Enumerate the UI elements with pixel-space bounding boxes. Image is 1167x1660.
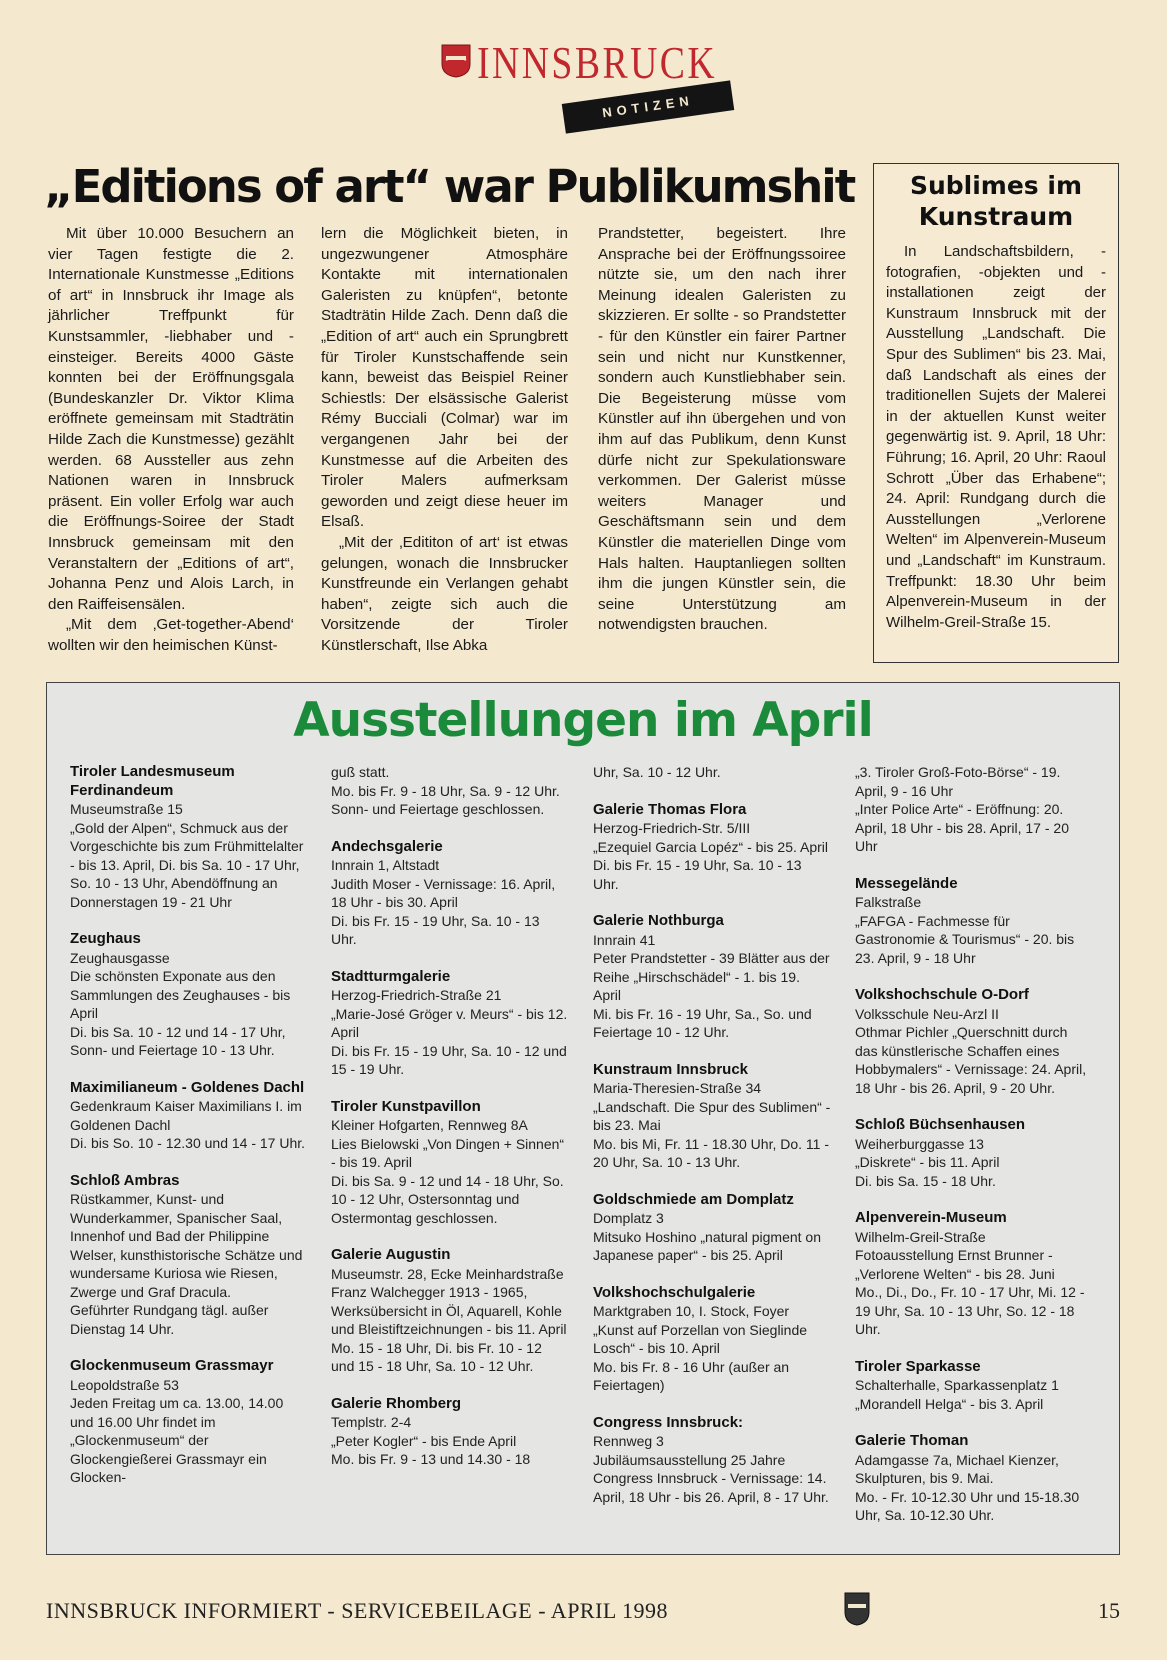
exhibition-detail: Di. bis Fr. 15 - 19 Uhr, Sa. 10 - 13 Uhr. [331, 912, 540, 947]
sidebar-title: Sublimes im Kunstraum [909, 171, 1083, 231]
exhibition-detail: Mi. bis Fr. 16 - 19 Uhr, Sa., So. und Feiertage 10 - 12 Uhr. [593, 1005, 812, 1040]
exhibition-venue: Zeughaus [70, 930, 141, 947]
exhibition-detail: Kleiner Hofgarten, Rennweg 8A [331, 1117, 528, 1133]
exhibition-detail: Museumstraße 15 [70, 801, 183, 817]
exhibitions-column-4 [855, 763, 1093, 1544]
exhibition-venue: Schloß Büchsenhausen [855, 1116, 1026, 1133]
exhibition-detail: Mitsuko Hoshino „natural pigment on Japanese paper“ - bis 25. April [593, 1228, 822, 1263]
exhibition-venue: Alpenverein-Museum [855, 1209, 1007, 1226]
exhibition-entry [70, 930, 308, 1060]
exhibition-entry [331, 1395, 569, 1469]
exhibition-detail: Zeughausgasse [70, 949, 170, 966]
exhibition-detail: Jeden Freitag um ca. 13.00, 14.00 und 16.00 Uhr findet im „Glockenmuseum“ der Glockengießerei Grassmayr ein Glocken- [70, 1395, 284, 1485]
exhibition-detail: Volksschule Neu-Arzl II [855, 1005, 999, 1022]
exhibition-venue: Galerie Nothburga [593, 912, 724, 929]
exhibition-detail: Mo. bis Fr. 9 - 13 und 14.30 - 18 [331, 1451, 531, 1467]
exhibition-venue: Volkshochschule O-Dorf [855, 986, 1029, 1003]
exhibition-detail: Di. bis Sa. 9 - 12 und 14 - 18 Uhr, So. 10 - 12 Uhr, Ostersonntag und Ostermontag geschlossen. [331, 1172, 564, 1226]
exhibition-entry [593, 1284, 831, 1395]
masthead [437, 36, 737, 128]
exhibition-entry [331, 1246, 569, 1376]
sidebar-text: In Landschaftsbildern, -fotografien, -objekten und -installationen zeigt der Kunstraum Innsbruck mit der Ausstellung „Landschaft. Die Spur des Sublimen“ bis 23. Mai, daß Landschaft als eines der traditionellen Sujets der Malerei in der aktuellen Kunst weiter gegenwärtig ist. 9. April, 18 Uhr: Führung; 16. April, 20 Uhr: Raoul Schrott „Über das Erhabene“; 24. April: Rundgang durch die Ausstellungen „Verlorene Welten“ im Alpenverein-Museum und „Landschaft“ im Kunstraum. Treffpunkt: 18.30 Uhr beim Alpenverein-Museum in der Wilhelm-Greil-Straße 15. [886, 243, 1106, 631]
exhibition-entry [855, 986, 1093, 1097]
exhibition-entry [855, 1358, 1093, 1414]
exhibition-detail: Geführter Rundgang tägl. außer Dienstag 14 Uhr. [70, 1302, 269, 1337]
exhibition-detail: Fotoausstellung Ernst Brunner - „Verlorene Welten“ - bis 28. Juni [855, 1247, 1055, 1282]
exhibition-entry [70, 1357, 308, 1487]
exhibition-venue: Volkshochschulgalerie [593, 1283, 756, 1301]
exhibition-detail: Mo. bis Mi, Fr. 11 - 18.30 Uhr, Do. 11 - 20 Uhr, Sa. 10 - 13 Uhr. [593, 1135, 830, 1170]
exhibition-entry [331, 763, 569, 819]
exhibition-entry [593, 801, 831, 894]
exhibition-detail: „FAFGA - Fachmesse für Gastronomie & Tourismus“ - 20. bis 23. April, 9 - 18 Uhr [855, 912, 1075, 966]
exhibition-detail: Mo. bis Fr. 8 - 16 Uhr (außer an Feiertagen) [593, 1358, 790, 1393]
exhibition-detail: Marktgraben 10, I. Stock, Foyer [593, 1303, 790, 1319]
exhibition-detail: Domplatz 3 [593, 1210, 664, 1226]
exhibition-detail: Herzog-Friedrich-Str. 5/III [593, 820, 751, 836]
exhibition-detail: guß statt. [331, 764, 390, 780]
exhibition-entry [331, 968, 569, 1079]
exhibition-detail: Innrain 41 [593, 931, 656, 948]
exhibition-entry [593, 1414, 831, 1507]
exhibitions-title: Ausstellungen im April [293, 693, 873, 748]
exhibition-detail: Franz Walchegger 1913 - 1965, Werksübersicht in Öl, Aquarell, Kohle und Bleistiftzeichnungen - bis 11. April [331, 1284, 567, 1337]
exhibition-venue: Tiroler Sparkasse [855, 1357, 981, 1375]
exhibition-detail: „Morandell Helga“ - bis 3. April [855, 1395, 1044, 1412]
exhibition-detail: „Diskrete“ - bis 11. April [855, 1154, 1000, 1170]
exhibition-entry [593, 1191, 831, 1265]
exhibition-venue: Tiroler Kunstpavillon [331, 1097, 481, 1115]
exhibitions-column-1 [70, 763, 308, 1506]
exhibition-venue: Glockenmuseum Grassmayr [70, 1357, 274, 1374]
exhibition-entry [593, 763, 831, 782]
exhibition-detail: Jubiläumsausstellung 25 Jahre Congress Innsbruck - Vernissage: 14. April, 18 Uhr - bis 26. April, 8 - 17 Uhr. [593, 1451, 829, 1505]
exhibition-detail: „Kunst auf Porzellan von Sieglinde Losch“ - bis 10. April [593, 1321, 808, 1356]
exhibition-detail: Othmar Pichler „Querschnitt durch das künstlerische Schaffen eines Hobbymalers“ - Vernissage: 24. April, 18 Uhr - bis 26. April, 9 - 20 Uhr. [855, 1024, 1087, 1096]
exhibition-venue: Galerie Thoman [855, 1432, 969, 1449]
article-paragraph: Mit über 10.000 Besuchern an vier Tagen festigte die 2. Internationale Kunstmesse „Editions of art“ in Innsbruck ihr Image als jährlicher Treffpunkt für Kunstsammler, -liebhaber und -einsteiger. Bereits 4000 Gäste konnten bei der Eröffnungsgala (Bundeskanzler Dr. Viktor Klima eröffnete gemeinsam mit Stadträtin Hilde Zach die Kunstmesse) gezählt werden. 68 Aussteller aus zehn Nationen waren in Innsbruck präsent. Ein voller Erfolg war auch die Eröffnungs-Soiree der Stadt Innsbruck gemeinsam mit den Veranstaltern der „Editions of art“, Johanna Penz und Alois Larch, in den Raiffeisensälen. [48, 225, 294, 613]
exhibition-venue: Galerie Rhomberg [331, 1394, 462, 1412]
exhibition-detail: Gedenkraum Kaiser Maximilians I. im Goldenen Dachl [70, 1098, 302, 1133]
sidebar-box [873, 163, 1119, 663]
exhibition-detail: Mo., Di., Do., Fr. 10 - 17 Uhr, Mi. 12 - 19 Uhr, Sa. 10 - 13 Uhr, So. 12 - 18 Uhr. [855, 1284, 1085, 1337]
exhibition-entry [70, 1172, 308, 1339]
exhibition-detail: Weiherburggasse 13 [855, 1135, 984, 1152]
exhibition-entry [593, 1061, 831, 1172]
exhibition-entry [331, 838, 569, 949]
exhibition-detail: „Marie-José Gröger v. Meurs“ - bis 12. April [331, 1005, 568, 1040]
exhibition-detail: Rennweg 3 [593, 1433, 664, 1449]
exhibition-entry [70, 763, 308, 911]
exhibition-entry [855, 1432, 1093, 1525]
exhibition-detail: Di. bis Fr. 15 - 19 Uhr, Sa. 10 - 12 und 15 - 19 Uhr. [331, 1042, 567, 1077]
article-paragraph: „Mit dem ‚Get-together-Abend‘ wollten wir den heimischen Künst- [48, 616, 294, 654]
exhibition-detail: Schalterhalle, Sparkassenplatz 1 [855, 1377, 1059, 1393]
exhibition-entry [855, 1209, 1093, 1339]
exhibition-detail: Die schönsten Exponate aus den Sammlungen des Zeughauses - bis April [70, 968, 291, 1021]
article-column-1 [48, 224, 294, 656]
exhibition-venue: Andechsgalerie [331, 837, 443, 855]
exhibition-detail: Uhr, Sa. 10 - 12 Uhr. [593, 764, 721, 780]
exhibition-detail: „Inter Police Arte“ - Eröffnung: 20. April, 18 Uhr - bis 28. April, 17 - 20 Uhr [855, 801, 1069, 854]
exhibition-venue: Messegelände [855, 874, 958, 892]
article-headline: „Editions of art“ war Publikumshit [44, 160, 855, 213]
exhibition-detail: Herzog-Friedrich-Straße 21 [331, 987, 502, 1003]
exhibition-venue: Galerie Augustin [331, 1246, 451, 1263]
exhibition-detail: „Landschaft. Die Spur des Sublimen“ - bis 23. Mai [593, 1098, 831, 1133]
exhibition-detail: Templstr. 2-4 [331, 1414, 412, 1430]
exhibition-venue: Maximilianeum - Goldenes Dachl [70, 1078, 305, 1096]
exhibitions-column-2 [331, 763, 569, 1488]
city-crest-icon [844, 1592, 870, 1626]
exhibition-venue: Schloß Ambras [70, 1171, 180, 1189]
exhibition-entry [331, 1098, 569, 1228]
article-paragraph: Prandstetter, begeistert. Ihre Ansprache bei der Eröffnungssoiree nützte sie, um den nach ihrer Meinung idealen Galeristen zu skizzieren. Er sollte - so Prandstetter - für den Künstler ein fairer Partner sein und nicht nur Kunstkenner, sondern auch Kunstliebhaber sein. Die Begeisterung müsse vom Künstler auf ihn übergehen und von ihm auf das Publikum, denn Kunst dürfe nicht zur Spekulationsware verkommen. Der Galerist müsse weiters Manager und Geschäftsmann sein und dem Künstler die materiellen Dinge vom Hals halten. Hauptanliegen sollten ihm die jungen Künstler sein, die seine Unterstützung am notwendigsten brauchen. [598, 225, 846, 634]
exhibition-venue: Stadtturmgalerie [331, 967, 451, 985]
exhibition-detail: Museumstr. 28, Ecke Meinhardstraße [331, 1265, 564, 1282]
exhibition-venue: Congress Innsbruck: [593, 1413, 744, 1431]
exhibition-detail: Mo. - Fr. 10-12.30 Uhr und 15-18.30 Uhr, Sa. 10-12.30 Uhr. [855, 1488, 1080, 1523]
exhibition-detail: Di. bis Fr. 15 - 19 Uhr, Sa. 10 - 13 Uhr. [593, 857, 802, 892]
exhibition-detail: Peter Prandstetter - 39 Blätter aus der Reihe „Hirschschädel“ - 1. bis 19. April [593, 950, 830, 1003]
innsbruck-crest-icon [441, 44, 471, 78]
exhibition-detail: Judith Moser - Vernissage: 16. April, 18 Uhr - bis 30. April [331, 875, 556, 910]
exhibitions-box [46, 682, 1120, 1555]
exhibition-venue: Galerie Thomas Flora [593, 800, 747, 818]
article-column-2 [321, 224, 568, 656]
article-paragraph: lern die Möglichkeit bieten, in ungezwungener Atmosphäre Kontakte mit internationalen Galeristen zu knüpfen“, betonte Stadträtin Hilde Zach. Denn daß die „Edition of art“ auch ein Sprungbrett für Tiroler Kunstschaffende sein kann, beweist das Beispiel Reiner Schiestls: Der elsässische Galerist Rémy Bucciali (Colmar) war im vergangenen Jahr bei der Kunstmesse auf die Arbeiten des Tiroler Malers aufmerksam geworden und zeigt diese heuer im Elsaß. [321, 225, 568, 531]
exhibition-detail: Mo. 15 - 18 Uhr, Di. bis Fr. 10 - 12 und 15 - 18 Uhr, Sa. 10 - 12 Uhr. [331, 1339, 542, 1374]
article-paragraph: „Mit der ‚Edititon of art‘ ist etwas gelungen, wonach die Innsbrucker Kunstfreunde ein Verlangen gehabt haben“, zeigte sich auch die Vorsitzende der Tiroler Künstlerschaft, Ilse Abka [321, 533, 568, 654]
exhibition-detail: Lies Bielowski „Von Dingen + Sinnen“ - bis 19. April [331, 1135, 565, 1170]
page-number: 15 [1098, 1598, 1120, 1623]
masthead-section-label: NOTIZEN [562, 80, 735, 133]
exhibition-venue: Kunstraum Innsbruck [593, 1060, 749, 1078]
exhibition-detail: Di. bis Sa. 10 - 12 und 14 - 17 Uhr, Sonn- und Feiertage 10 - 13 Uhr. [70, 1023, 286, 1058]
exhibition-entry [855, 763, 1093, 856]
exhibition-detail: Di. bis So. 10 - 12.30 und 14 - 17 Uhr. [70, 1135, 306, 1151]
masthead-city: INNSBRUCK [477, 37, 718, 88]
page-footer [46, 1598, 1120, 1628]
exhibition-entry [855, 1116, 1093, 1190]
exhibition-detail: Falkstraße [855, 894, 922, 910]
exhibition-detail: Adamgasse 7a, Michael Kienzer, Skulpturen, bis 9. Mai. [855, 1451, 1059, 1486]
exhibition-detail: Maria-Theresien-Straße 34 [593, 1080, 762, 1096]
exhibition-detail: Di. bis Sa. 15 - 18 Uhr. [855, 1172, 996, 1189]
exhibition-detail: Leopoldstraße 53 [70, 1376, 179, 1393]
exhibition-detail: Innrain 1, Altstadt [331, 857, 440, 873]
exhibition-detail: Wilhelm-Greil-Straße [855, 1228, 986, 1245]
exhibition-entry [855, 875, 1093, 968]
exhibition-detail: „Ezequiel Garcia Lopéz“ - bis 25. April [593, 838, 828, 855]
exhibition-venue: Tiroler Landesmuseum Ferdinandeum [70, 763, 235, 799]
article-column-3 [598, 224, 846, 636]
footer-text: INNSBRUCK INFORMIERT - SERVICEBEILAGE - APRIL 1998 [46, 1598, 669, 1623]
exhibition-detail: Mo. bis Fr. 9 - 18 Uhr, Sa. 9 - 12 Uhr. Sonn- und Feiertage geschlossen. [331, 782, 560, 817]
exhibition-entry [593, 912, 831, 1042]
exhibition-detail: „3. Tiroler Groß-Foto-Börse“ - 19. April, 9 - 16 Uhr [855, 764, 1061, 799]
exhibition-detail: „Gold der Alpen“, Schmuck aus der Vorgeschichte bis zum Frühmittelalter - bis 13. April, Di. bis Sa. 10 - 17 Uhr, So. 10 - 13 Uhr, Abendöffnung an Donnerstagen 19 - 21 Uhr [70, 819, 304, 910]
exhibition-detail: „Peter Kogler“ - bis Ende April [331, 1432, 517, 1449]
exhibition-entry [70, 1079, 308, 1153]
exhibitions-column-3 [593, 763, 831, 1525]
exhibition-detail: Rüstkammer, Kunst- und Wunderkammer, Spanischer Saal, Innenhof und Bad der Philippine Welser, kunsthistorische Schätze und wundersame Kuriosa wie Riesen, Zwerge und Graf Dracula. [70, 1191, 303, 1300]
exhibition-venue: Goldschmiede am Domplatz [593, 1190, 794, 1208]
